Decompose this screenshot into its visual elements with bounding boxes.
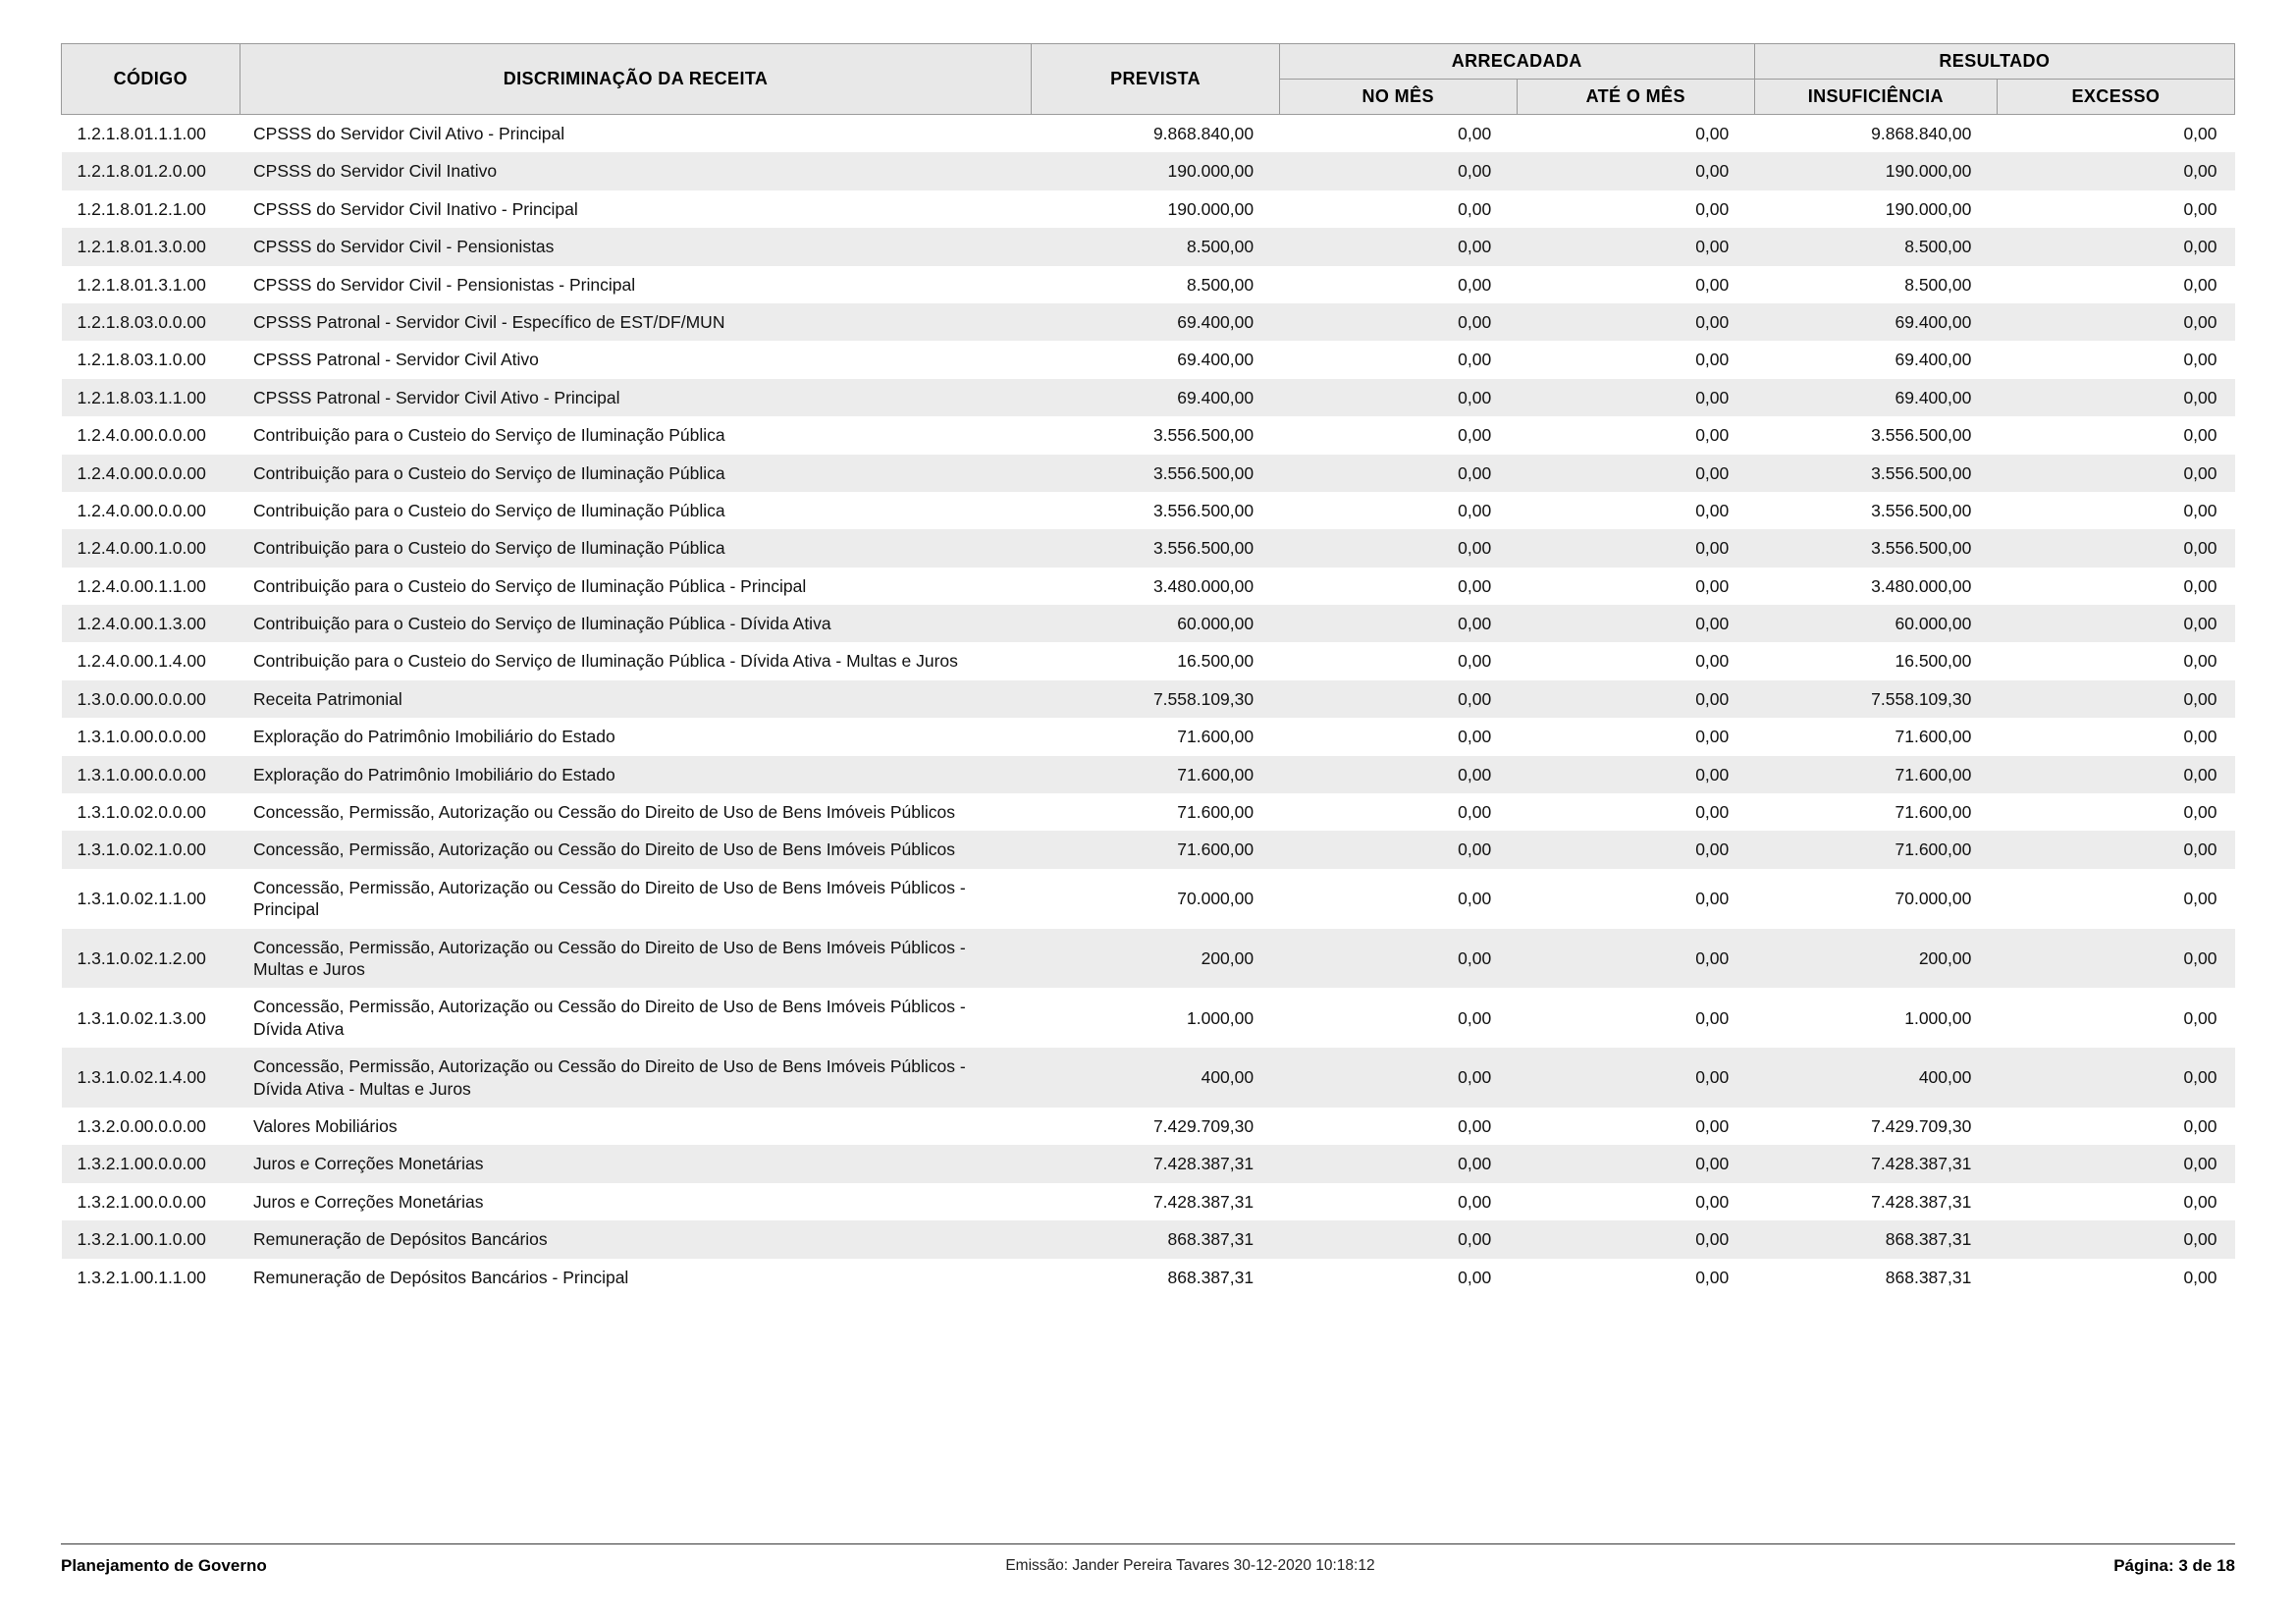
cell-codigo: 1.2.1.8.01.2.0.00 [62, 152, 240, 189]
cell-prevista: 190.000,00 [1032, 190, 1279, 228]
cell-prevista: 3.556.500,00 [1032, 529, 1279, 567]
cell-ate-o-mes: 0,00 [1517, 303, 1754, 341]
header-excesso: EXCESSO [1997, 80, 2234, 115]
cell-codigo: 1.3.2.0.00.0.0.00 [62, 1108, 240, 1145]
cell-discriminacao: Concessão, Permissão, Autorização ou Cessão do Direito de Uso de Bens Imóveis Públicos [240, 831, 1032, 868]
cell-prevista: 9.868.840,00 [1032, 115, 1279, 153]
receita-table [61, 43, 2235, 1296]
cell-insuficiencia: 8.500,00 [1754, 228, 1997, 265]
cell-prevista: 400,00 [1032, 1048, 1279, 1108]
cell-no-mes: 0,00 [1279, 988, 1517, 1048]
cell-prevista: 3.556.500,00 [1032, 455, 1279, 492]
cell-prevista: 7.558.109,30 [1032, 680, 1279, 718]
cell-codigo: 1.3.1.0.00.0.0.00 [62, 756, 240, 793]
cell-prevista: 71.600,00 [1032, 756, 1279, 793]
cell-insuficiencia: 190.000,00 [1754, 152, 1997, 189]
cell-discriminacao: Contribuição para o Custeio do Serviço de Iluminação Pública - Principal [240, 568, 1032, 605]
header-resultado: RESULTADO [1754, 44, 2234, 80]
footer-emission-info: Emissão: Jander Pereira Tavares 30-12-2020 10:18:12 [1005, 1557, 1375, 1574]
table-header [62, 44, 2235, 115]
cell-codigo: 1.3.1.0.02.1.2.00 [62, 929, 240, 989]
table-row [62, 718, 2235, 755]
cell-excesso: 0,00 [1997, 680, 2234, 718]
cell-discriminacao: Concessão, Permissão, Autorização ou Cessão do Direito de Uso de Bens Imóveis Públicos - Multas e Juros [240, 929, 1032, 989]
cell-insuficiencia: 16.500,00 [1754, 642, 1997, 679]
cell-ate-o-mes: 0,00 [1517, 831, 1754, 868]
cell-prevista: 3.480.000,00 [1032, 568, 1279, 605]
header-arrecadada: ARRECADADA [1279, 44, 1754, 80]
cell-ate-o-mes: 0,00 [1517, 1259, 1754, 1296]
cell-ate-o-mes: 0,00 [1517, 988, 1754, 1048]
cell-excesso: 0,00 [1997, 793, 2234, 831]
cell-prevista: 60.000,00 [1032, 605, 1279, 642]
table-row [62, 1259, 2235, 1296]
table-body [62, 115, 2235, 1296]
header-no-mes: NO MÊS [1279, 80, 1517, 115]
cell-discriminacao: Contribuição para o Custeio do Serviço de Iluminação Pública - Dívida Ativa [240, 605, 1032, 642]
cell-discriminacao: CPSSS do Servidor Civil Inativo [240, 152, 1032, 189]
cell-insuficiencia: 400,00 [1754, 1048, 1997, 1108]
cell-excesso: 0,00 [1997, 115, 2234, 153]
table-row [62, 568, 2235, 605]
cell-prevista: 7.428.387,31 [1032, 1183, 1279, 1220]
cell-discriminacao: Concessão, Permissão, Autorização ou Cessão do Direito de Uso de Bens Imóveis Públicos [240, 793, 1032, 831]
cell-excesso: 0,00 [1997, 642, 2234, 679]
cell-no-mes: 0,00 [1279, 1108, 1517, 1145]
cell-prevista: 69.400,00 [1032, 379, 1279, 416]
cell-codigo: 1.3.1.0.02.1.4.00 [62, 1048, 240, 1108]
cell-ate-o-mes: 0,00 [1517, 529, 1754, 567]
cell-excesso: 0,00 [1997, 1259, 2234, 1296]
cell-no-mes: 0,00 [1279, 1145, 1517, 1182]
cell-excesso: 0,00 [1997, 1108, 2234, 1145]
cell-ate-o-mes: 0,00 [1517, 455, 1754, 492]
header-insuficiencia: INSUFICIÊNCIA [1754, 80, 1997, 115]
cell-discriminacao: Concessão, Permissão, Autorização ou Cessão do Direito de Uso de Bens Imóveis Públicos - Dívida Ativa [240, 988, 1032, 1048]
cell-excesso: 0,00 [1997, 228, 2234, 265]
cell-no-mes: 0,00 [1279, 115, 1517, 153]
table-row [62, 869, 2235, 929]
cell-discriminacao: Remuneração de Depósitos Bancários [240, 1220, 1032, 1258]
cell-no-mes: 0,00 [1279, 831, 1517, 868]
cell-codigo: 1.2.1.8.01.2.1.00 [62, 190, 240, 228]
cell-no-mes: 0,00 [1279, 1220, 1517, 1258]
cell-codigo: 1.3.1.0.00.0.0.00 [62, 718, 240, 755]
cell-insuficiencia: 1.000,00 [1754, 988, 1997, 1048]
cell-no-mes: 0,00 [1279, 455, 1517, 492]
cell-prevista: 190.000,00 [1032, 152, 1279, 189]
cell-prevista: 16.500,00 [1032, 642, 1279, 679]
cell-excesso: 0,00 [1997, 1183, 2234, 1220]
cell-codigo: 1.3.2.1.00.1.0.00 [62, 1220, 240, 1258]
cell-excesso: 0,00 [1997, 605, 2234, 642]
table-row [62, 303, 2235, 341]
cell-insuficiencia: 3.556.500,00 [1754, 529, 1997, 567]
table-row [62, 756, 2235, 793]
cell-no-mes: 0,00 [1279, 1259, 1517, 1296]
cell-insuficiencia: 3.556.500,00 [1754, 492, 1997, 529]
cell-no-mes: 0,00 [1279, 929, 1517, 989]
cell-prevista: 71.600,00 [1032, 831, 1279, 868]
cell-codigo: 1.3.1.0.02.1.3.00 [62, 988, 240, 1048]
table-row [62, 529, 2235, 567]
table-row [62, 605, 2235, 642]
cell-codigo: 1.2.4.0.00.0.0.00 [62, 455, 240, 492]
cell-discriminacao: Concessão, Permissão, Autorização ou Cessão do Direito de Uso de Bens Imóveis Públicos - Principal [240, 869, 1032, 929]
cell-excesso: 0,00 [1997, 1220, 2234, 1258]
table-row [62, 1183, 2235, 1220]
cell-discriminacao: CPSSS do Servidor Civil Ativo - Principal [240, 115, 1032, 153]
cell-codigo: 1.2.1.8.01.3.1.00 [62, 266, 240, 303]
cell-ate-o-mes: 0,00 [1517, 1220, 1754, 1258]
table-row [62, 1048, 2235, 1108]
cell-insuficiencia: 71.600,00 [1754, 831, 1997, 868]
cell-ate-o-mes: 0,00 [1517, 416, 1754, 454]
cell-codigo: 1.3.1.0.02.1.0.00 [62, 831, 240, 868]
cell-no-mes: 0,00 [1279, 680, 1517, 718]
cell-ate-o-mes: 0,00 [1517, 341, 1754, 378]
cell-prevista: 71.600,00 [1032, 793, 1279, 831]
cell-prevista: 8.500,00 [1032, 266, 1279, 303]
cell-prevista: 69.400,00 [1032, 303, 1279, 341]
cell-ate-o-mes: 0,00 [1517, 1145, 1754, 1182]
table-row [62, 152, 2235, 189]
cell-codigo: 1.2.1.8.03.1.0.00 [62, 341, 240, 378]
cell-insuficiencia: 7.429.709,30 [1754, 1108, 1997, 1145]
cell-excesso: 0,00 [1997, 303, 2234, 341]
cell-insuficiencia: 69.400,00 [1754, 379, 1997, 416]
cell-ate-o-mes: 0,00 [1517, 793, 1754, 831]
cell-codigo: 1.2.1.8.01.1.1.00 [62, 115, 240, 153]
cell-insuficiencia: 3.556.500,00 [1754, 416, 1997, 454]
cell-discriminacao: Juros e Correções Monetárias [240, 1183, 1032, 1220]
cell-prevista: 70.000,00 [1032, 869, 1279, 929]
cell-insuficiencia: 9.868.840,00 [1754, 115, 1997, 153]
cell-discriminacao: Exploração do Patrimônio Imobiliário do Estado [240, 718, 1032, 755]
cell-ate-o-mes: 0,00 [1517, 492, 1754, 529]
cell-ate-o-mes: 0,00 [1517, 756, 1754, 793]
cell-codigo: 1.2.1.8.03.0.0.00 [62, 303, 240, 341]
cell-ate-o-mes: 0,00 [1517, 1048, 1754, 1108]
cell-no-mes: 0,00 [1279, 756, 1517, 793]
cell-excesso: 0,00 [1997, 416, 2234, 454]
cell-codigo: 1.2.1.8.01.3.0.00 [62, 228, 240, 265]
cell-discriminacao: Contribuição para o Custeio do Serviço de Iluminação Pública - Dívida Ativa - Multas e Juros [240, 642, 1032, 679]
cell-ate-o-mes: 0,00 [1517, 568, 1754, 605]
cell-no-mes: 0,00 [1279, 1048, 1517, 1108]
cell-no-mes: 0,00 [1279, 228, 1517, 265]
cell-insuficiencia: 7.428.387,31 [1754, 1183, 1997, 1220]
cell-prevista: 3.556.500,00 [1032, 416, 1279, 454]
cell-codigo: 1.3.2.1.00.1.1.00 [62, 1259, 240, 1296]
cell-no-mes: 0,00 [1279, 793, 1517, 831]
cell-codigo: 1.3.2.1.00.0.0.00 [62, 1183, 240, 1220]
cell-discriminacao: Exploração do Patrimônio Imobiliário do Estado [240, 756, 1032, 793]
cell-discriminacao: Contribuição para o Custeio do Serviço de Iluminação Pública [240, 529, 1032, 567]
cell-discriminacao: CPSSS Patronal - Servidor Civil - Específico de EST/DF/MUN [240, 303, 1032, 341]
cell-no-mes: 0,00 [1279, 529, 1517, 567]
cell-prevista: 868.387,31 [1032, 1259, 1279, 1296]
header-prevista: PREVISTA [1032, 44, 1279, 115]
cell-ate-o-mes: 0,00 [1517, 152, 1754, 189]
cell-ate-o-mes: 0,00 [1517, 929, 1754, 989]
cell-codigo: 1.2.4.0.00.0.0.00 [62, 416, 240, 454]
cell-no-mes: 0,00 [1279, 1183, 1517, 1220]
table-row [62, 680, 2235, 718]
cell-prevista: 1.000,00 [1032, 988, 1279, 1048]
cell-discriminacao: CPSSS Patronal - Servidor Civil Ativo - Principal [240, 379, 1032, 416]
cell-ate-o-mes: 0,00 [1517, 115, 1754, 153]
cell-prevista: 8.500,00 [1032, 228, 1279, 265]
cell-discriminacao: Remuneração de Depósitos Bancários - Principal [240, 1259, 1032, 1296]
cell-excesso: 0,00 [1997, 1048, 2234, 1108]
cell-no-mes: 0,00 [1279, 492, 1517, 529]
header-ate-o-mes: ATÉ O MÊS [1517, 80, 1754, 115]
cell-ate-o-mes: 0,00 [1517, 642, 1754, 679]
cell-no-mes: 0,00 [1279, 642, 1517, 679]
cell-insuficiencia: 8.500,00 [1754, 266, 1997, 303]
cell-no-mes: 0,00 [1279, 379, 1517, 416]
cell-insuficiencia: 71.600,00 [1754, 718, 1997, 755]
cell-codigo: 1.2.4.0.00.1.1.00 [62, 568, 240, 605]
cell-insuficiencia: 3.556.500,00 [1754, 455, 1997, 492]
cell-discriminacao: Juros e Correções Monetárias [240, 1145, 1032, 1182]
cell-insuficiencia: 190.000,00 [1754, 190, 1997, 228]
cell-no-mes: 0,00 [1279, 869, 1517, 929]
cell-no-mes: 0,00 [1279, 190, 1517, 228]
cell-excesso: 0,00 [1997, 190, 2234, 228]
cell-insuficiencia: 60.000,00 [1754, 605, 1997, 642]
cell-ate-o-mes: 0,00 [1517, 605, 1754, 642]
cell-excesso: 0,00 [1997, 379, 2234, 416]
cell-discriminacao: Contribuição para o Custeio do Serviço de Iluminação Pública [240, 455, 1032, 492]
cell-prevista: 7.428.387,31 [1032, 1145, 1279, 1182]
cell-prevista: 69.400,00 [1032, 341, 1279, 378]
cell-prevista: 3.556.500,00 [1032, 492, 1279, 529]
header-codigo: CÓDIGO [62, 44, 240, 115]
cell-excesso: 0,00 [1997, 869, 2234, 929]
table-row [62, 831, 2235, 868]
cell-no-mes: 0,00 [1279, 568, 1517, 605]
cell-excesso: 0,00 [1997, 455, 2234, 492]
cell-codigo: 1.3.0.0.00.0.0.00 [62, 680, 240, 718]
table-row [62, 416, 2235, 454]
header-discriminacao: DISCRIMINAÇÃO DA RECEITA [240, 44, 1032, 115]
cell-codigo: 1.2.4.0.00.0.0.00 [62, 492, 240, 529]
cell-codigo: 1.3.2.1.00.0.0.00 [62, 1145, 240, 1182]
cell-insuficiencia: 7.558.109,30 [1754, 680, 1997, 718]
cell-no-mes: 0,00 [1279, 152, 1517, 189]
cell-insuficiencia: 868.387,31 [1754, 1220, 1997, 1258]
cell-excesso: 0,00 [1997, 988, 2234, 1048]
cell-no-mes: 0,00 [1279, 605, 1517, 642]
cell-no-mes: 0,00 [1279, 718, 1517, 755]
cell-ate-o-mes: 0,00 [1517, 680, 1754, 718]
cell-ate-o-mes: 0,00 [1517, 718, 1754, 755]
cell-insuficiencia: 200,00 [1754, 929, 1997, 989]
cell-insuficiencia: 7.428.387,31 [1754, 1145, 1997, 1182]
cell-codigo: 1.2.4.0.00.1.3.00 [62, 605, 240, 642]
cell-no-mes: 0,00 [1279, 266, 1517, 303]
cell-insuficiencia: 69.400,00 [1754, 303, 1997, 341]
cell-prevista: 71.600,00 [1032, 718, 1279, 755]
cell-codigo: 1.2.4.0.00.1.0.00 [62, 529, 240, 567]
table-row [62, 228, 2235, 265]
cell-excesso: 0,00 [1997, 341, 2234, 378]
cell-ate-o-mes: 0,00 [1517, 1108, 1754, 1145]
table-row [62, 455, 2235, 492]
cell-no-mes: 0,00 [1279, 416, 1517, 454]
cell-prevista: 868.387,31 [1032, 1220, 1279, 1258]
cell-discriminacao: CPSSS do Servidor Civil - Pensionistas [240, 228, 1032, 265]
cell-discriminacao: CPSSS Patronal - Servidor Civil Ativo [240, 341, 1032, 378]
cell-excesso: 0,00 [1997, 718, 2234, 755]
cell-excesso: 0,00 [1997, 529, 2234, 567]
cell-ate-o-mes: 0,00 [1517, 228, 1754, 265]
cell-excesso: 0,00 [1997, 756, 2234, 793]
cell-no-mes: 0,00 [1279, 303, 1517, 341]
table-row [62, 1108, 2235, 1145]
cell-codigo: 1.2.1.8.03.1.1.00 [62, 379, 240, 416]
table-row [62, 929, 2235, 989]
table-row [62, 1145, 2235, 1182]
cell-insuficiencia: 3.480.000,00 [1754, 568, 1997, 605]
table-row [62, 341, 2235, 378]
cell-excesso: 0,00 [1997, 831, 2234, 868]
cell-insuficiencia: 71.600,00 [1754, 793, 1997, 831]
page-footer [61, 1543, 2235, 1576]
table-row [62, 492, 2235, 529]
table-row [62, 266, 2235, 303]
cell-insuficiencia: 868.387,31 [1754, 1259, 1997, 1296]
cell-codigo: 1.2.4.0.00.1.4.00 [62, 642, 240, 679]
cell-discriminacao: Concessão, Permissão, Autorização ou Cessão do Direito de Uso de Bens Imóveis Públicos - Dívida Ativa - Multas e Juros [240, 1048, 1032, 1108]
table-row [62, 793, 2235, 831]
cell-excesso: 0,00 [1997, 266, 2234, 303]
cell-excesso: 0,00 [1997, 492, 2234, 529]
table-row [62, 115, 2235, 153]
cell-discriminacao: Valores Mobiliários [240, 1108, 1032, 1145]
cell-codigo: 1.3.1.0.02.1.1.00 [62, 869, 240, 929]
cell-discriminacao: Receita Patrimonial [240, 680, 1032, 718]
table-row [62, 642, 2235, 679]
table-row [62, 1220, 2235, 1258]
cell-prevista: 200,00 [1032, 929, 1279, 989]
cell-excesso: 0,00 [1997, 568, 2234, 605]
cell-excesso: 0,00 [1997, 1145, 2234, 1182]
cell-discriminacao: CPSSS do Servidor Civil - Pensionistas - Principal [240, 266, 1032, 303]
cell-insuficiencia: 70.000,00 [1754, 869, 1997, 929]
cell-ate-o-mes: 0,00 [1517, 869, 1754, 929]
cell-discriminacao: CPSSS do Servidor Civil Inativo - Principal [240, 190, 1032, 228]
cell-ate-o-mes: 0,00 [1517, 379, 1754, 416]
cell-discriminacao: Contribuição para o Custeio do Serviço de Iluminação Pública [240, 492, 1032, 529]
cell-no-mes: 0,00 [1279, 341, 1517, 378]
cell-excesso: 0,00 [1997, 152, 2234, 189]
cell-prevista: 7.429.709,30 [1032, 1108, 1279, 1145]
cell-excesso: 0,00 [1997, 929, 2234, 989]
cell-insuficiencia: 69.400,00 [1754, 341, 1997, 378]
table-row [62, 379, 2235, 416]
cell-discriminacao: Contribuição para o Custeio do Serviço de Iluminação Pública [240, 416, 1032, 454]
footer-page-number: Página: 3 de 18 [2113, 1556, 2235, 1575]
cell-ate-o-mes: 0,00 [1517, 1183, 1754, 1220]
cell-insuficiencia: 71.600,00 [1754, 756, 1997, 793]
table-row [62, 988, 2235, 1048]
footer-department: Planejamento de Governo [61, 1556, 267, 1575]
cell-codigo: 1.3.1.0.02.0.0.00 [62, 793, 240, 831]
table-row [62, 190, 2235, 228]
cell-ate-o-mes: 0,00 [1517, 190, 1754, 228]
cell-ate-o-mes: 0,00 [1517, 266, 1754, 303]
